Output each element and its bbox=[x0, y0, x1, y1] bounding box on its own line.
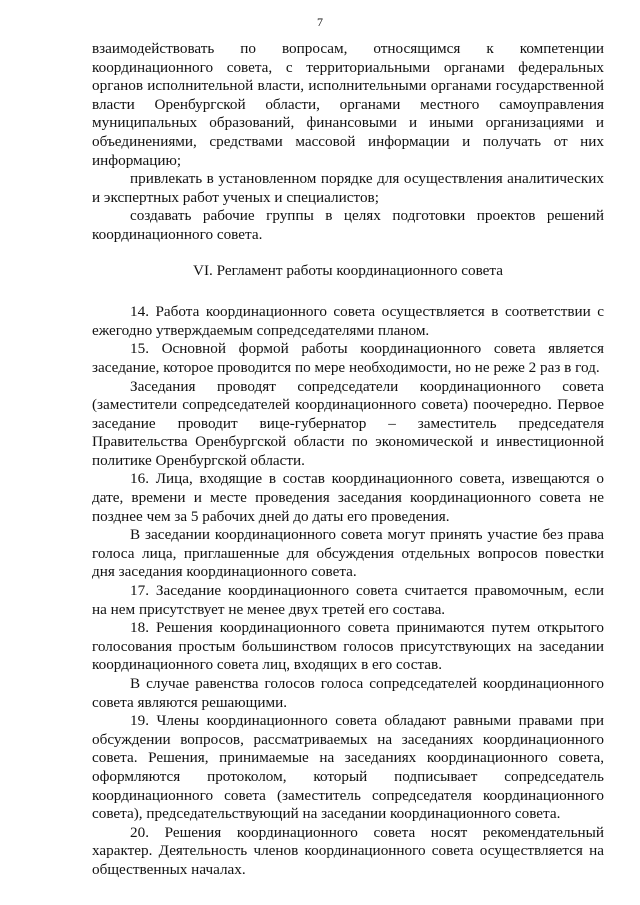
page-number: 7 bbox=[317, 15, 323, 29]
paragraph: 19. Члены координационного совета обладают равными правами при обсуждении вопросов, рассматриваемых на заседаниях координационного совета. Решения, принимаемые на заседаниях координационного совета, оформляются протоколом, который подписывает сопредседатель координационного совета (заместитель сопредседателя координационного совета), председательствующий на заседании координационного совета. bbox=[92, 712, 604, 823]
paragraph: 17. Заседание координационного совета считается правомочным, если на нем присутствует не менее двух третей его состава. bbox=[92, 582, 604, 618]
paragraph: В заседании координационного совета могут принять участие без права голоса лица, приглашенные для обсуждения отдельных вопросов повестки дня заседания координационного совета. bbox=[92, 526, 604, 581]
section-title: VI. Регламент работы координационного совета bbox=[193, 261, 503, 279]
paragraph: привлекать в установленном порядке для осуществления аналитических и экспертных работ ученых и специалистов; bbox=[92, 170, 604, 206]
paragraph: создавать рабочие группы в целях подготовки проектов решений координационного совета. bbox=[92, 207, 604, 243]
paragraph: взаимодействовать по вопросам, относящимся к компетенции координационного совета, с территориальными органами федеральных органов исполнительной власти, исполнительными органами государственной власти Оренбургской области, органами местного самоуправления муниципальных образований, финансовыми и иными организациями и объединениями, средствами массовой информации и получать от них информацию; bbox=[92, 40, 604, 169]
paragraph: 15. Основной формой работы координационного совета является заседание, которое проводится по мере необходимости, но не реже 2 раз в год. bbox=[92, 340, 604, 376]
paragraph: 14. Работа координационного совета осуществляется в соответствии с ежегодно утверждаемым сопредседателями планом. bbox=[92, 303, 604, 339]
paragraph: 20. Решения координационного совета носят рекомендательный характер. Деятельность членов координационного совета осуществляется на общественных началах. bbox=[92, 823, 604, 878]
paragraph: В случае равенства голосов голоса сопредседателей координационного совета являются решающими. bbox=[92, 675, 604, 711]
paragraph: 18. Решения координационного совета принимаются путем открытого голосования простым большинством голосов присутствующих на заседании координационного совета лиц, входящих в его состав. bbox=[92, 619, 604, 674]
paragraph: Заседания проводят сопредседатели координационного совета (заместители сопредседателей координационного совета) поочередно. Первое заседание проводит вице-губернатор – заместитель председателя Правительства Оренбургской области по экономической и инвестиционной политике Оренбургской области. bbox=[92, 377, 604, 469]
paragraph: 16. Лица, входящие в состав координационного совета, извещаются о дате, времени и месте проведения заседания координационного совета не позднее чем за 5 рабочих дней до даты его проведения. bbox=[92, 470, 604, 525]
document-body bbox=[92, 40, 604, 880]
